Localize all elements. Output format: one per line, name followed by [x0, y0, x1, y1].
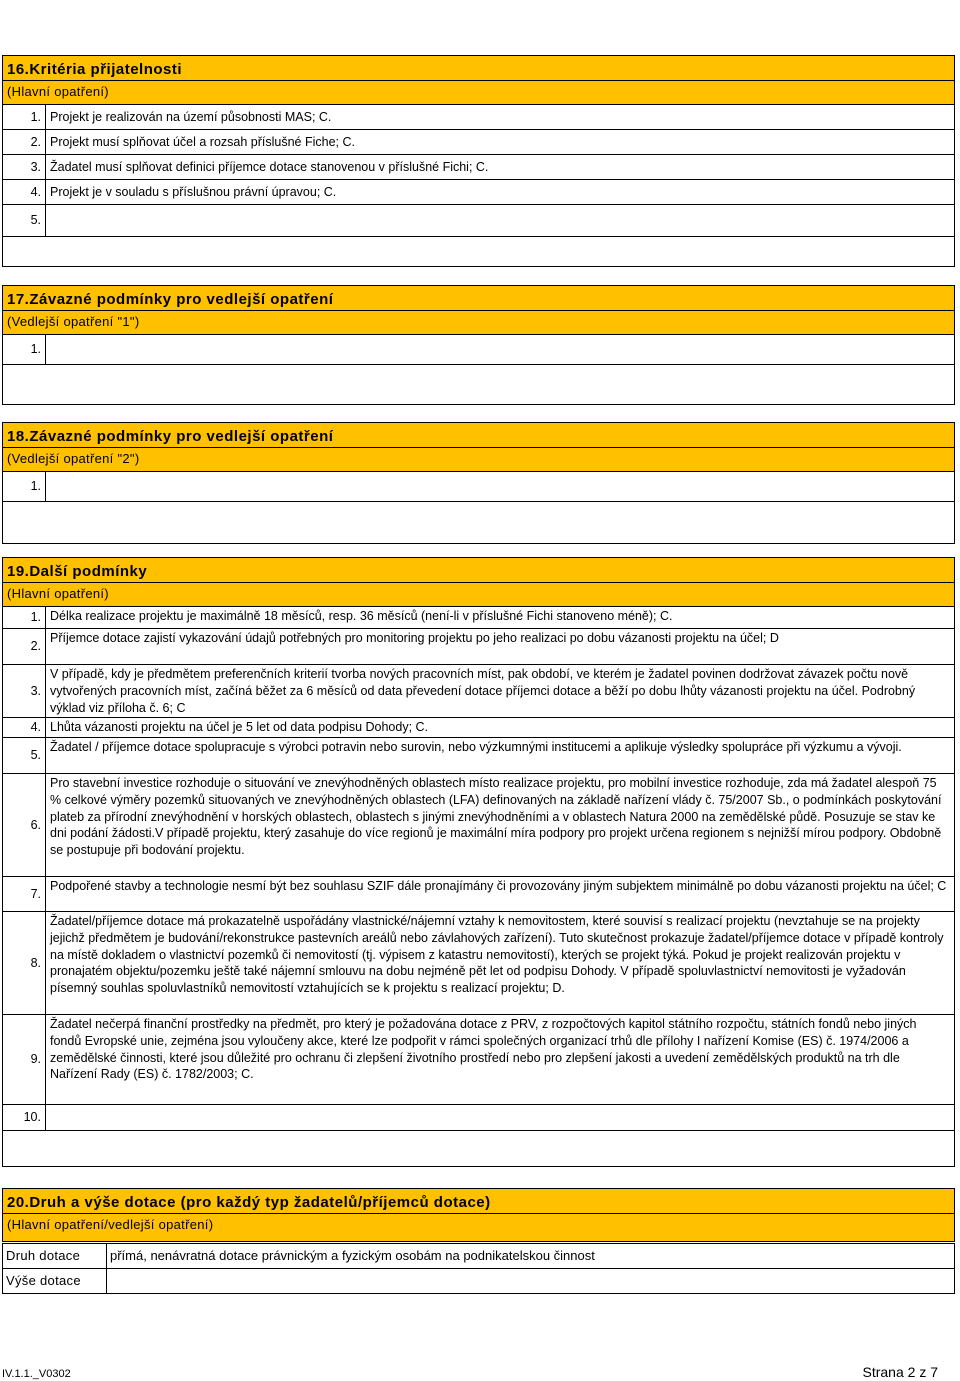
- item-text: [46, 472, 954, 501]
- section-spacer: [2, 365, 955, 405]
- item-number: 7.: [3, 877, 46, 911]
- section-19: [2, 557, 955, 1167]
- item-number: 3.: [3, 155, 46, 179]
- item-text: [46, 205, 954, 236]
- section-20-title: 20.Druh a výše dotace (pro každý typ žadatelů/příjemců dotace): [2, 1188, 955, 1214]
- section-spacer: [2, 1131, 955, 1167]
- section-16: [2, 55, 955, 267]
- item-text: V případě, kdy je předmětem preferenčních kriterií tvorba nových pracovních míst, pak období, ve kterém je žadatel povinen dodržovat závazek počtu nově vytvořených pracovních míst, začíná běžet za 6 měsíců od data převedení dotace příjemci dotace a běží po dobu lhůty vázanosti projektu na účel. Podrobný výklad viz příloha č. 6; C: [50, 667, 916, 715]
- item-text: [46, 1105, 954, 1130]
- section-16-subtitle: (Hlavní opatření): [2, 81, 955, 105]
- row-label: Druh dotace: [3, 1244, 107, 1268]
- item-number: 2.: [3, 130, 46, 154]
- form-code: IV.1.1._V0302: [2, 1368, 71, 1380]
- section-18: [2, 422, 955, 544]
- section-17-subtitle: (Vedlejší opatření "1"): [2, 311, 955, 335]
- item-number: 6.: [3, 774, 46, 876]
- item-number: 5.: [3, 738, 46, 773]
- section-spacer: [2, 502, 955, 544]
- item-number: 1.: [3, 607, 46, 628]
- list-item: [2, 180, 955, 205]
- item-text: Projekt musí splňovat účel a rozsah příslušné Fiche; C.: [50, 135, 355, 149]
- section-19-subtitle: (Hlavní opatření): [2, 583, 955, 607]
- item-number: 1.: [3, 105, 46, 129]
- list-item: [2, 472, 955, 502]
- list-item: [2, 665, 955, 718]
- page-number: Strana 2 z 7: [862, 1364, 938, 1380]
- list-item: [2, 205, 955, 237]
- section-spacer: [2, 237, 955, 267]
- section-17: [2, 285, 955, 405]
- section-16-title: 16.Kritéria přijatelnosti: [2, 55, 955, 81]
- item-number: 4.: [3, 180, 46, 204]
- list-item: [2, 1105, 955, 1131]
- item-number: 10.: [3, 1105, 46, 1130]
- item-number: 4.: [3, 718, 46, 737]
- item-text: Lhůta vázanosti projektu na účel je 5 let od data podpisu Dohody; C.: [50, 720, 429, 734]
- item-number: 9.: [3, 1015, 46, 1104]
- item-text: Pro stavební investice rozhoduje o situování ve znevýhodněných oblastech místo realizace projektu, pro mobilní investice rozhoduje, zda má žadatel alespoň 75 % celkové výměry pozemků situovaných ve znevýhodněných oblastech (LFA) definovaných na základě nařízení vlády č. 75/2007 Sb., o podmínkách poskytování plateb za přírodní znevýhodnění v horských oblastech, oblastech s jinými znevýhodněními a v oblastech Natura 2000 na zemědělské půdě. Posuzuje se stav ke dni podání žádosti.V případě projektu, který zasahuje do více regionů je maximální míra podpory pro projekt určena regionem s nejnižší mírou podpory. Obdobně se postupuje při bodování projektu.: [50, 776, 942, 858]
- section-18-title: 18.Závazné podmínky pro vedlejší opatření: [2, 422, 955, 448]
- list-item: [2, 912, 955, 1015]
- section-20: [2, 1188, 955, 1242]
- list-item: [2, 877, 955, 912]
- item-text: Příjemce dotace zajistí vykazování údajů potřebných pro monitoring projektu po jeho realizaci po dobu vázanosti projektu na účel; D: [50, 631, 779, 645]
- item-number: 5.: [3, 205, 46, 236]
- item-number: 8.: [3, 912, 46, 1014]
- item-text: Žadatel nečerpá finanční prostředky na předmět, pro který je požadována dotace z PRV, z rozpočtových kapitol státního rozpočtu, státních fondů nebo jiných fondů Evropské unie, zejména jsou vyloučeny akce, které lze podpořit v rámci společných organizací trhů dle přílohy I nařízení Komise (ES) č. 1974/2006 a zemědělské činnosti, které jsou důležité pro ochranu či zlepšení životního prostředí nebo pro zlepšení jakosti a uvedení zemědělských produktů na trh dle Nařízení Rady (ES) č. 1782/2003; C.: [50, 1017, 917, 1082]
- row-value: přímá, nenávratná dotace právnickým a fyzickým osobám na podnikatelskou činnost: [110, 1248, 595, 1263]
- item-text: Podpořené stavby a technologie nesmí být bez souhlasu SZIF dále pronajímány či provozovány jiným subjektem minimálně po dobu vázanosti projektu na účel; C: [50, 879, 947, 893]
- item-number: 1.: [3, 335, 46, 364]
- list-item: [2, 1015, 955, 1105]
- table-row: [2, 1243, 955, 1269]
- item-number: 1.: [3, 472, 46, 501]
- list-item: [2, 155, 955, 180]
- list-item: [2, 607, 955, 629]
- item-text: Žadatel / příjemce dotace spolupracuje s výrobci potravin nebo surovin, nebo výzkumnými institucemi a aplikuje výsledky spolupráce při výzkumu a vývoji.: [50, 740, 902, 754]
- row-value: [107, 1269, 954, 1293]
- section-18-subtitle: (Vedlejší opatření "2"): [2, 448, 955, 472]
- item-text: Žadatel/příjemce dotace má prokazatelně uspořádány vlastnické/nájemní vztahy k nemovitostem, které souvisí s realizací projektu (nevztahuje se na projekty jejichž předmětem je budování/rekonstrukce pastevních areálů nebo závlahových zařízení). Tuto skutečnost prokazuje žadatel/příjemce dotace v případě kontroly na místě dokladem o vlastnictví pozemků či nemovitostí (tj. výpisem z katastru nemovitostí), kterých se projekt týká. Pokud je projekt realizován projektu v pronajatém objektu/pozemku ještě také nájemní smlouvu na dobu nejméně pět let od podpisu Dohody. V případě spoluvlastnictví nemovitosti je vyžadován písemný souhlas spoluvlastníků nemovitostí vztahujících se k projektu s realizací projektu; D.: [50, 914, 944, 996]
- item-number: 3.: [3, 665, 46, 717]
- section-20-subtitle: (Hlavní opatření/vedlejší opatření): [2, 1214, 955, 1242]
- row-label: Výše dotace: [3, 1269, 107, 1293]
- list-item: [2, 105, 955, 130]
- list-item: [2, 629, 955, 665]
- item-text: Projekt je realizován na území působnosti MAS; C.: [50, 110, 332, 124]
- list-item: [2, 718, 955, 738]
- item-number: 2.: [3, 629, 46, 664]
- item-text: Projekt je v souladu s příslušnou právní úpravou; C.: [50, 185, 337, 199]
- list-item: [2, 335, 955, 365]
- list-item: [2, 130, 955, 155]
- list-item: [2, 738, 955, 774]
- subsidy-table: [2, 1243, 955, 1294]
- item-text: [46, 335, 954, 364]
- list-item: [2, 774, 955, 877]
- section-19-title: 19.Další podmínky: [2, 557, 955, 583]
- item-text: Žadatel musí splňovat definici příjemce dotace stanovenou v příslušné Fichi; C.: [50, 160, 489, 174]
- section-17-title: 17.Závazné podmínky pro vedlejší opatření: [2, 285, 955, 311]
- item-text: Délka realizace projektu je maximálně 18 měsíců, resp. 36 měsíců (není-li v příslušné Fichi stanoveno méně); C.: [50, 609, 673, 623]
- table-row: [2, 1269, 955, 1294]
